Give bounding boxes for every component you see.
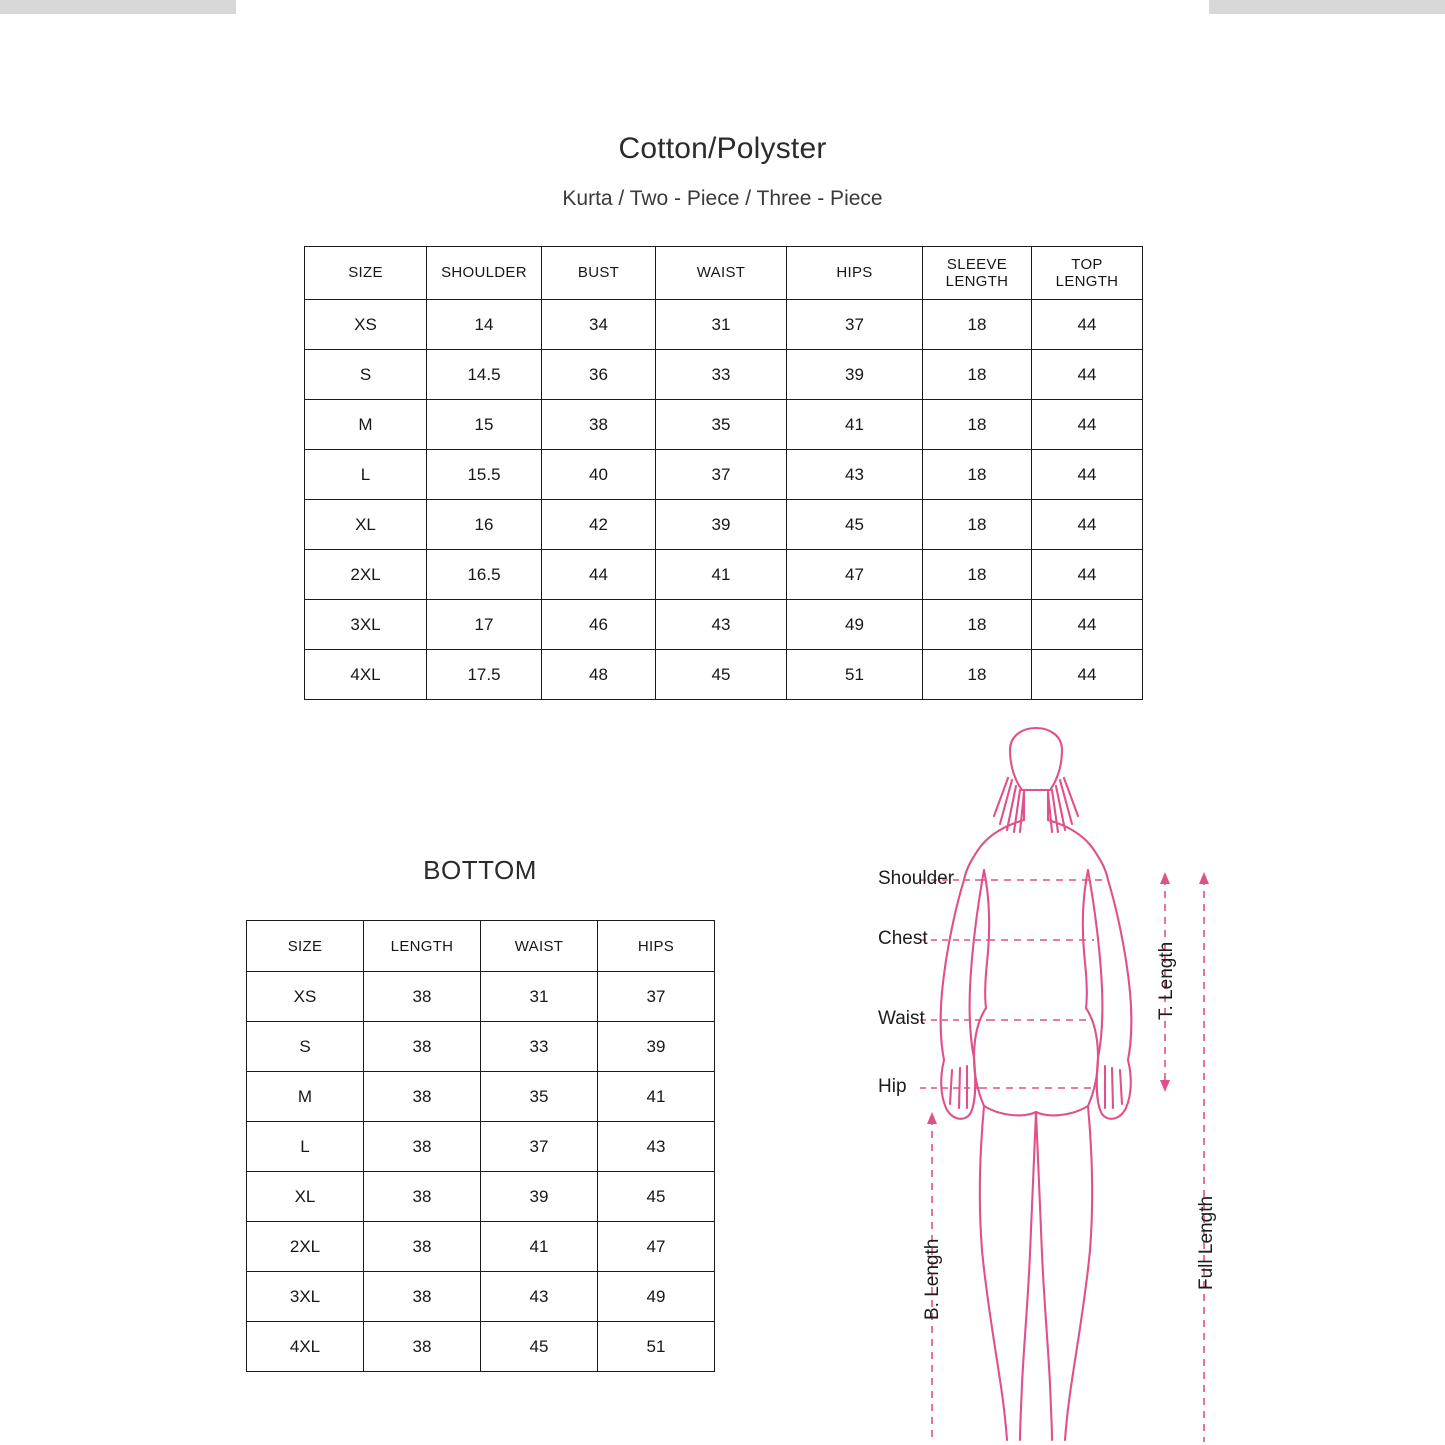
cell-size: L: [305, 450, 427, 500]
column-header-size: [305, 247, 427, 300]
cell-length: 38: [364, 1072, 481, 1122]
cell-bust: 40: [542, 450, 656, 500]
header-line-1: HIPS: [836, 264, 873, 282]
header-line-1: TOP: [1071, 255, 1103, 273]
cell-hips: 41: [598, 1072, 715, 1122]
cell-top-length: 44: [1032, 400, 1143, 450]
cell-sleeve-length: 18: [923, 500, 1032, 550]
table-row: [247, 1272, 715, 1322]
header-line-1: WAIST: [696, 264, 746, 282]
cell-size: S: [247, 1022, 364, 1072]
page-title: Cotton/Polyster: [618, 132, 827, 165]
table-row: [305, 550, 1143, 600]
cell-length: 38: [364, 1122, 481, 1172]
top-size-table-container: [304, 246, 1143, 700]
cell-length: 38: [364, 1172, 481, 1222]
cell-hips: 41: [787, 400, 923, 450]
cell-shoulder: 14.5: [427, 350, 542, 400]
cell-waist: 31: [656, 300, 787, 350]
table-row: [247, 1072, 715, 1122]
cell-size: XS: [247, 972, 364, 1022]
cell-size: XS: [305, 300, 427, 350]
cell-size: 4XL: [247, 1322, 364, 1372]
female-body-measurement-diagram-icon: [860, 720, 1445, 1445]
cell-waist: 33: [481, 1022, 598, 1072]
cell-top-length: 44: [1032, 450, 1143, 500]
cell-size: 4XL: [305, 650, 427, 700]
cell-waist: 33: [656, 350, 787, 400]
column-header-hips: HIPS: [598, 921, 715, 972]
cell-bust: 42: [542, 500, 656, 550]
figure-label-chest: Chest: [878, 928, 928, 949]
figure-label-hip: Hip: [878, 1076, 907, 1097]
cell-waist: 43: [656, 600, 787, 650]
cell-length: 38: [364, 972, 481, 1022]
top-left-grey-bar: [0, 0, 236, 14]
top-right-grey-bar: [1209, 0, 1445, 14]
cell-shoulder: 15.5: [427, 450, 542, 500]
figure-label-full-length: Full Length: [1196, 1195, 1217, 1290]
cell-hips: 39: [598, 1022, 715, 1072]
column-header-sleeve-length: [923, 247, 1032, 300]
cell-size: S: [305, 350, 427, 400]
cell-bust: 44: [542, 550, 656, 600]
cell-top-length: 44: [1032, 600, 1143, 650]
header-line-1: SIZE: [348, 264, 383, 282]
cell-waist: 39: [481, 1172, 598, 1222]
cell-hips: 43: [598, 1122, 715, 1172]
bottom-size-table-container: [246, 920, 715, 1372]
cell-waist: 41: [481, 1222, 598, 1272]
cell-waist: 39: [656, 500, 787, 550]
figure-label-t-length: T. Length: [1156, 941, 1177, 1020]
table-header-row: [305, 247, 1143, 300]
cell-sleeve-length: 18: [923, 600, 1032, 650]
table-row: [247, 1322, 715, 1372]
figure-label-waist: Waist: [878, 1008, 925, 1029]
cell-waist: 37: [656, 450, 787, 500]
table-row: [305, 400, 1143, 450]
cell-shoulder: 15: [427, 400, 542, 450]
header-line-2: LENGTH: [1055, 273, 1119, 290]
cell-hips: 37: [598, 972, 715, 1022]
cell-bust: 48: [542, 650, 656, 700]
cell-bust: 46: [542, 600, 656, 650]
cell-size: M: [305, 400, 427, 450]
column-header-length: LENGTH: [364, 921, 481, 972]
cell-size: 3XL: [305, 600, 427, 650]
table-row: [305, 500, 1143, 550]
cell-top-length: 44: [1032, 650, 1143, 700]
table-row: [305, 650, 1143, 700]
cell-hips: 49: [787, 600, 923, 650]
cell-bust: 36: [542, 350, 656, 400]
cell-waist: 35: [656, 400, 787, 450]
cell-waist: 31: [481, 972, 598, 1022]
cell-sleeve-length: 18: [923, 300, 1032, 350]
cell-waist: 37: [481, 1122, 598, 1172]
table-row: [305, 600, 1143, 650]
cell-hips: 45: [787, 500, 923, 550]
header-line-1: SHOULDER: [441, 264, 527, 282]
cell-length: 38: [364, 1222, 481, 1272]
cell-top-length: 44: [1032, 500, 1143, 550]
cell-waist: 35: [481, 1072, 598, 1122]
cell-bust: 34: [542, 300, 656, 350]
cell-length: 38: [364, 1022, 481, 1072]
cell-hips: 45: [598, 1172, 715, 1222]
cell-top-length: 44: [1032, 550, 1143, 600]
column-header-waist: WAIST: [481, 921, 598, 972]
column-header-size: SIZE: [247, 921, 364, 972]
measurement-figure: [860, 720, 1445, 1445]
cell-length: 38: [364, 1272, 481, 1322]
cell-sleeve-length: 18: [923, 550, 1032, 600]
cell-size: 3XL: [247, 1272, 364, 1322]
table-row: [247, 1172, 715, 1222]
table-row: [305, 450, 1143, 500]
cell-size: XL: [305, 500, 427, 550]
column-header-top-length: [1032, 247, 1143, 300]
cell-size: L: [247, 1122, 364, 1172]
cell-shoulder: 17: [427, 600, 542, 650]
cell-shoulder: 14: [427, 300, 542, 350]
cell-hips: 43: [787, 450, 923, 500]
header-line-1: SLEEVE: [946, 255, 1008, 273]
cell-hips: 39: [787, 350, 923, 400]
table-row: [247, 1122, 715, 1172]
cell-sleeve-length: 18: [923, 400, 1032, 450]
page-subtitle: Kurta / Two - Piece / Three - Piece: [562, 187, 883, 210]
column-header-waist: [656, 247, 787, 300]
table-row: [247, 1222, 715, 1272]
table-row: [305, 300, 1143, 350]
cell-shoulder: 16: [427, 500, 542, 550]
cell-waist: 45: [481, 1322, 598, 1372]
cell-hips: 51: [787, 650, 923, 700]
cell-length: 38: [364, 1322, 481, 1372]
table-row: [305, 350, 1143, 400]
column-header-shoulder: [427, 247, 542, 300]
cell-hips: 49: [598, 1272, 715, 1322]
cell-top-length: 44: [1032, 350, 1143, 400]
cell-sleeve-length: 18: [923, 350, 1032, 400]
cell-shoulder: 16.5: [427, 550, 542, 600]
cell-hips: 37: [787, 300, 923, 350]
header-line-1: BUST: [577, 264, 620, 282]
table-header-row: [247, 921, 715, 972]
figure-label-shoulder: Shoulder: [878, 868, 955, 889]
cell-bust: 38: [542, 400, 656, 450]
cell-size: XL: [247, 1172, 364, 1222]
cell-sleeve-length: 18: [923, 450, 1032, 500]
header-line-2: LENGTH: [945, 273, 1009, 290]
column-header-hips: [787, 247, 923, 300]
cell-hips: 51: [598, 1322, 715, 1372]
cell-waist: 45: [656, 650, 787, 700]
cell-size: 2XL: [247, 1222, 364, 1272]
figure-label-b-length: B. Length: [922, 1238, 943, 1320]
cell-waist: 41: [656, 550, 787, 600]
bottom-size-table: [246, 920, 715, 1372]
cell-shoulder: 17.5: [427, 650, 542, 700]
cell-hips: 47: [787, 550, 923, 600]
table-row: [247, 972, 715, 1022]
cell-top-length: 44: [1032, 300, 1143, 350]
top-size-table: [304, 246, 1143, 700]
cell-size: 2XL: [305, 550, 427, 600]
table-row: [247, 1022, 715, 1072]
cell-waist: 43: [481, 1272, 598, 1322]
cell-sleeve-length: 18: [923, 650, 1032, 700]
cell-size: M: [247, 1072, 364, 1122]
cell-hips: 47: [598, 1222, 715, 1272]
bottom-section-title: BOTTOM: [423, 855, 537, 885]
column-header-bust: [542, 247, 656, 300]
